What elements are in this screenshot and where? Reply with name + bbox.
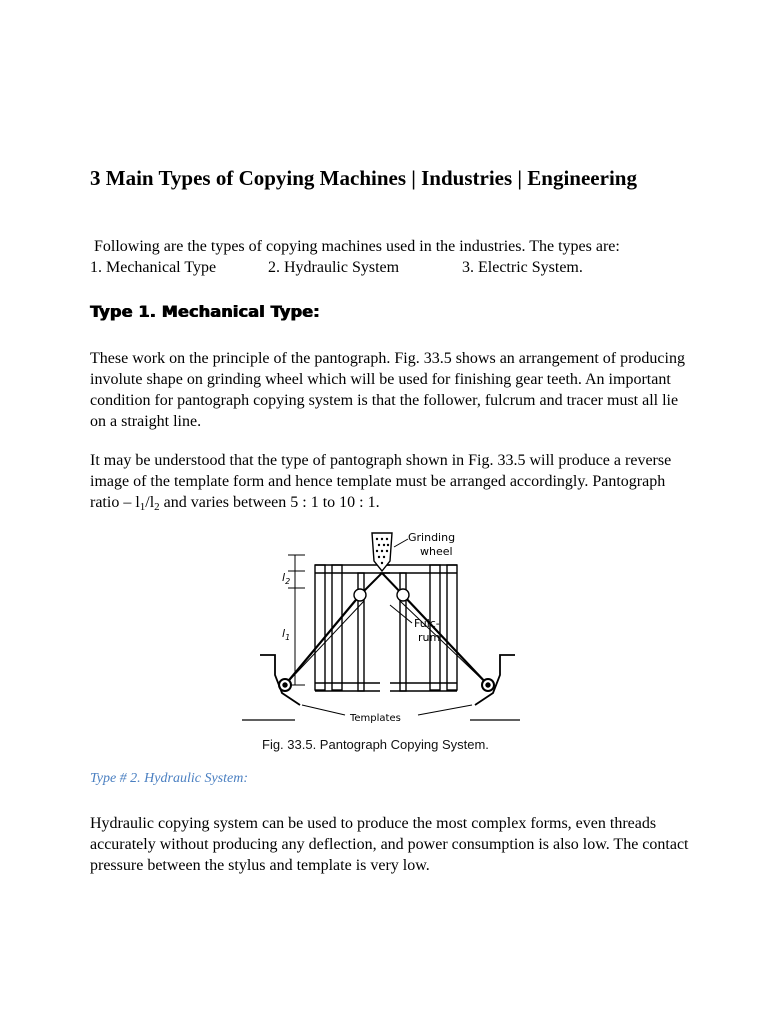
para2-text-a: It may be understood that the type of pantograph shown in Fig. 33.5 will produce a reverse image of the template form and hence template must be arranged accordingly. Pantograph ratio – l [90, 452, 672, 511]
para2-text-c: and varies between 5 : 1 to 10 : 1. [159, 494, 380, 511]
section-heading-hydraulic: Type # 2. Hydraulic System: [90, 771, 248, 786]
type-item-mechanical: 1. Mechanical Type [90, 259, 217, 276]
type-item-electric: 3. Electric System. [462, 259, 583, 276]
pantograph-figure [240, 525, 520, 757]
para2-subscript-2: 2 [154, 501, 160, 513]
figure-caption: Fig. 33.5. Pantograph Copying System. [262, 737, 489, 752]
label-l2: $l_2$ [282, 571, 291, 586]
types-list [90, 257, 690, 278]
label-wheel: wheel [420, 545, 453, 558]
mechanical-paragraph-2 [90, 450, 690, 518]
intro-block [90, 236, 690, 278]
label-l1: $l_1$ [282, 627, 291, 642]
section-heading-mechanical: Type 1. Mechanical Type: [90, 302, 320, 321]
label-fulc: Fulc- [414, 617, 440, 630]
label-grinding: Grinding [408, 531, 456, 544]
article-title: 3 Main Types of Copying Machines | Industries | Engineering [90, 166, 637, 190]
label-templates: Templates [350, 713, 401, 724]
hydraulic-paragraph: Hydraulic copying system can be used to produce the most complex forms, even threads accurately without producing any deflection, and power consumption is also low. The contact pressure between the stylus and template is very low. [90, 815, 689, 874]
para2-text-b: /l [145, 494, 155, 511]
mechanical-paragraph-1: These work on the principle of the pantograph. Fig. 33.5 shows an arrangement of producing involute shape on grinding wheel which will be used for finishing gear teeth. An important condition for pantograph copying system is that the follower, fulcrum and tracer must all lie on a straight line. [90, 350, 685, 430]
intro-text: Following are the types of copying machines used in the industries. The types are: [94, 238, 620, 255]
label-rum: rum [418, 631, 441, 644]
para2-subscript-1: 1 [139, 501, 146, 513]
type-item-hydraulic: 2. Hydraulic System [268, 259, 400, 276]
